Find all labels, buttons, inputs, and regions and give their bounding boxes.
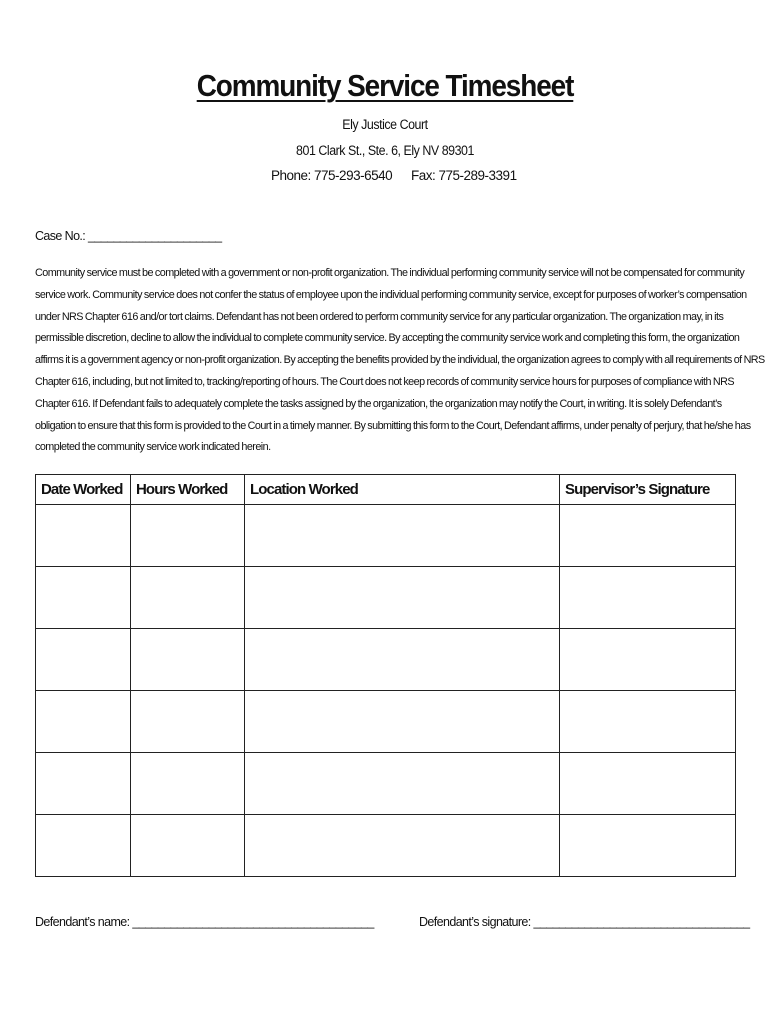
instructions-paragraph [35,263,770,459]
location-cell[interactable] [245,753,560,815]
signature-cell[interactable] [560,815,736,877]
instructions-line: affirms it is a government agency or non-profit organization. By accepting the benefits provided by the individual, the organization agrees to comply with all requirements of NRS [35,354,765,367]
location-cell[interactable] [245,815,560,877]
defendant-name-field[interactable]: Defendant’s name: ______________________________________ [35,915,374,929]
phone-number: Phone: 775-293-6540 [271,168,393,183]
date-cell[interactable] [36,505,131,567]
instructions-line: obligation to ensure that this form is provided to the Court in a timely manner. By submitting this form to the Court, Defendant affirms, under penalty of perjury, that he/she has [35,419,751,432]
signature-cell[interactable] [560,629,736,691]
date-cell[interactable] [36,691,131,753]
hours-cell[interactable] [131,505,245,567]
instructions-line: completed the community service work indicated herein. [35,441,271,454]
hours-cell[interactable] [131,629,245,691]
table-row [36,691,736,753]
defendant-signature-field[interactable]: Defendant’s signature: __________________________________ [419,915,750,929]
column-header-location: Location Worked [245,475,560,505]
instructions-line: permissible discretion, decline to allow the individual to complete community service. By accepting the community service work and completing this form, the organization [35,332,740,345]
table-row [36,567,736,629]
table-row [36,815,736,877]
instructions-line: Chapter 616, including, but not limited to, tracking/reporting of hours. The Court does not keep records of community service hours for purposes of compliance with NRS [35,375,735,388]
court-name: Ely Justice Court [342,117,428,132]
column-header-date: Date Worked [36,475,131,505]
location-cell[interactable] [245,629,560,691]
fax-number: Fax: 775-289-3391 [411,168,517,183]
table-row [36,753,736,815]
column-header-supervisor-signature: Supervisor’s Signature [560,475,736,505]
case-number-field[interactable]: Case No.: _____________________ [35,229,222,243]
instructions-line: Community service must be completed with a government or non-profit organization. The individual performing community service will not be compensated for community [35,267,745,279]
hours-cell[interactable] [131,815,245,877]
date-cell[interactable] [36,629,131,691]
table-row [36,505,736,567]
court-address: 801 Clark St., Ste. 6, Ely NV 89301 [296,143,474,158]
table-header-row [36,475,736,505]
hours-cell[interactable] [131,753,245,815]
hours-log-table [35,474,736,877]
location-cell[interactable] [245,567,560,629]
date-cell[interactable] [36,815,131,877]
column-header-hours: Hours Worked [131,475,245,505]
location-cell[interactable] [245,505,560,567]
instructions-line: Chapter 616. If Defendant fails to adequately complete the tasks assigned by the organization, the organization may notify the Court, in writing. It is solely Defendant’s [35,397,722,410]
page-title: Community Service Timesheet [196,68,574,103]
signature-cell[interactable] [560,691,736,753]
instructions-line: under NRS Chapter 616 and/or tort claims. Defendant has not been ordered to perform community service for any particular organization. The organization may, in its [35,310,724,323]
signature-cell[interactable] [560,505,736,567]
hours-cell[interactable] [131,691,245,753]
table-row [36,629,736,691]
instructions-line: service work. Community service does not confer the status of employee upon the individual performing community service, except for purposes of worker’s compensation [35,288,747,301]
date-cell[interactable] [36,753,131,815]
date-cell[interactable] [36,567,131,629]
signature-cell[interactable] [560,753,736,815]
signature-cell[interactable] [560,567,736,629]
hours-cell[interactable] [131,567,245,629]
location-cell[interactable] [245,691,560,753]
